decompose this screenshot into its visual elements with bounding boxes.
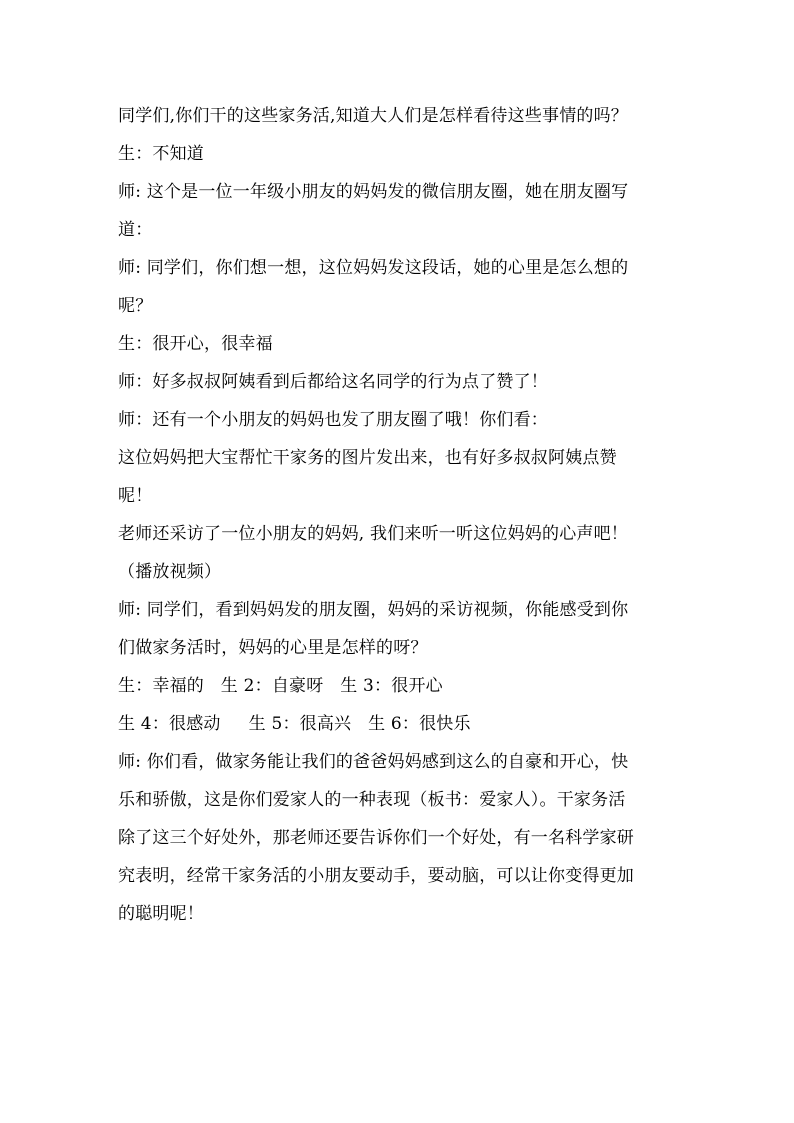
text-line: 生：很开心，很幸福 — [118, 334, 273, 354]
text-line: 师: 同学们，看到妈妈发的朋友圈，妈妈的采访视频，你能感受到你 — [118, 600, 629, 620]
text-line: （播放视频） — [118, 562, 222, 582]
text-line: 同学们,你们干的这些家务活,知道大人们是怎样看待这些事情的吗？ — [118, 106, 629, 126]
text-line: 生：不知道 — [118, 144, 204, 164]
text-line: 老师还采访了一位小朋友的妈妈, 我们来听一听这位妈妈的心声吧！ — [118, 524, 629, 544]
text-line: 师：好多叔叔阿姨看到后都给这名同学的行为点了赞了！ — [118, 372, 548, 392]
text-line: 这位妈妈把大宝帮忙干家务的图片发出来，也有好多叔叔阿姨点赞 — [118, 448, 617, 468]
text-line: 道： — [118, 220, 153, 240]
text-line: 乐和骄傲，这是你们爱家人的一种表现（板书：爱家人）。干家务活 — [118, 790, 626, 810]
text-line: 呢？ — [118, 296, 153, 316]
text-line: 生 4：很感动 生 5：很高兴 生 6：很快乐 — [118, 714, 471, 734]
text-line: 师: 同学们，你们想一想，这位妈妈发这段话，她的心里是怎么想的 — [118, 258, 629, 278]
text-line: 的聪明呢！ — [118, 904, 204, 924]
text-line: 师: 你们看，做家务能让我们的爸爸妈妈感到这么的自豪和开心，快 — [118, 752, 629, 772]
text-line: 生：幸福的 生 2：自豪呀 生 3：很开心 — [118, 676, 443, 696]
text-line: 师：还有一个小朋友的妈妈也发了朋友圈了哦！你们看： — [118, 410, 548, 430]
text-line: 呢！ — [118, 486, 153, 506]
text-line: 究表明，经常干家务活的小朋友要动手，要动脑，可以让你变得更加 — [118, 866, 634, 886]
text-line: 除了这三个好处外，那老师还要告诉你们一个好处，有一名科学家研 — [118, 828, 634, 848]
text-line: 师: 这个是一位一年级小朋友的妈妈发的微信朋友圈，她在朋友圈写 — [118, 182, 629, 202]
text-line: 们做家务活时，妈妈的心里是怎样的呀？ — [118, 638, 428, 658]
